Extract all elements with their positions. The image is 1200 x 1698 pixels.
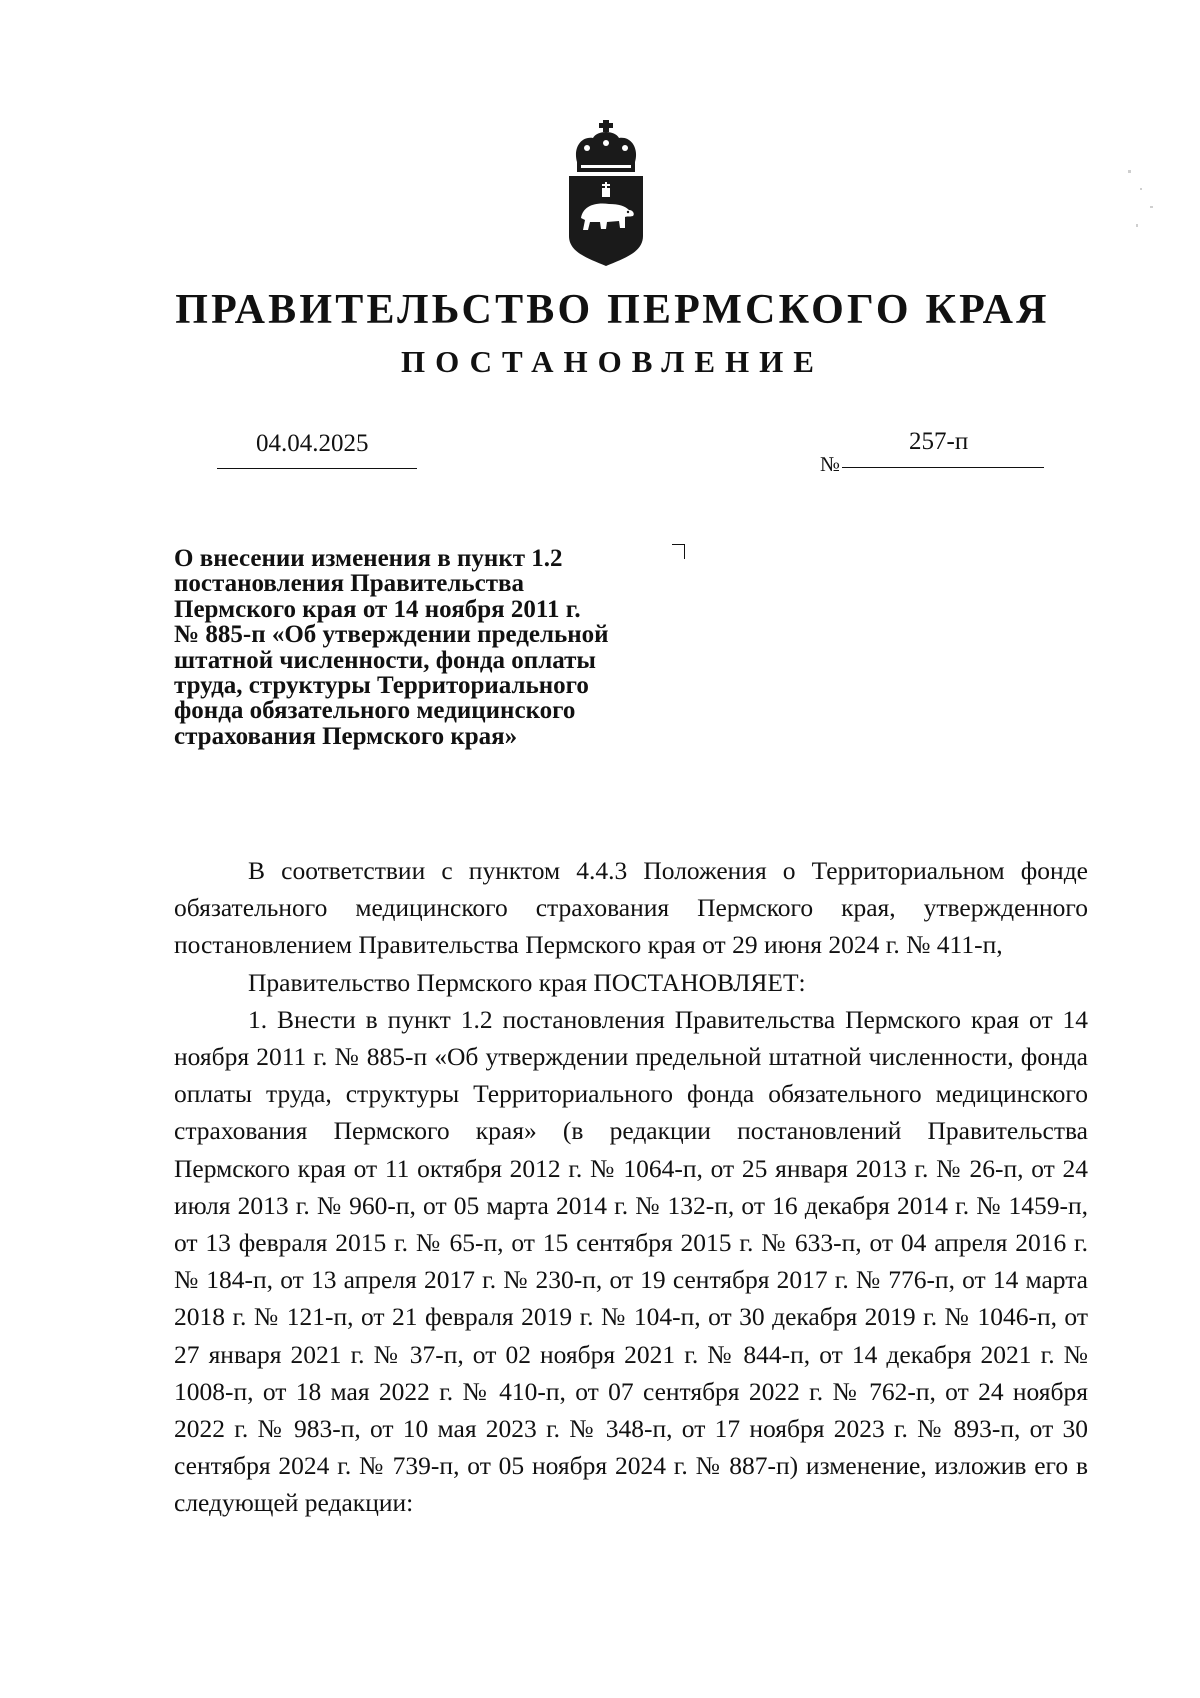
body-paragraph: Правительство Пермского края ПОСТАНОВЛЯЕТ: [248,967,806,997]
subject-corner-mark [672,544,685,559]
number-sign: № [820,452,841,476]
body-paragraph: В соответствии с пунктом 4.4.3 Положения о Территориальном фонде обязательного медицинского страхования Пермского края, утвержденного постановлением Правительства Пермского края от 29 июня 2024 г. № 411-п, [174,856,1088,960]
scan-speck [1128,170,1131,173]
subject-line: фонда обязательного медицинского [174,697,576,725]
subject-line: труда, структуры Территориального [174,672,589,700]
subject-line: страхования Пермского края» [174,722,518,750]
subject-line: штатной численности, фонда оплаты [174,646,596,674]
document-date: 04.04.2025 [256,430,369,457]
document-body [174,852,1088,1522]
organization-title: ПРАВИТЕЛЬСТВО ПЕРМСКОГО КРАЯ [175,287,1050,333]
subject-line: О внесении изменения в пункт 1.2 [174,545,563,572]
subject-line: Пермского края от 14 ноября 2011 г. [174,595,581,623]
document-type-heading: ПОСТАНОВЛЕНИЕ [401,344,824,379]
number-underline [842,467,1044,468]
date-underline [217,468,417,469]
document-subject [174,546,674,749]
subject-line: № 885-п «Об утверждении предельной [174,621,609,649]
scan-speck [1140,188,1142,190]
body-paragraph: 1. Внести в пункт 1.2 постановления Правительства Пермского края от 14 ноября 2011 г. № 885-п «Об утверждении предельной штатной численности, фонда оплаты труда, структуры Территориального фонда обязательного медицинского страхования Пермского края» (в редакции постановлений Правительства Пермского края от 11 октября 2012 г. № 1064-п, от 25 января 2013 г. № 26-п, от 24 июля 2013 г. № 960-п, от 05 марта 2014 г. № 132-п, от 16 декабря 2014 г. № 1459-п, от 13 февраля 2015 г. № 65-п, от 15 сентября 2015 г. № 633-п, от 04 апреля 2016 г. № 184-п, от 13 апреля 2017 г. № 230-п, от 19 сентября 2017 г. № 776-п, от 14 марта 2018 г. № 121-п, от 21 февраля 2019 г. № 104-п, от 30 декабря 2019 г. № 1046-п, от 27 января 2021 г. № 37-п, от 02 ноября 2021 г. № 844-п, от 14 декабря 2021 г. № 1008-п, от 18 мая 2022 г. № 410-п, от 07 сентября 2022 г. № 762-п, от 24 ноября 2022 г. № 983-п, от 10 мая 2023 г. № 348-п, от 17 ноября 2023 г. № 893-п, от 30 сентября 2024 г. № 739-п, от 05 ноября 2024 г. № 887-п) изменение, изложив его в следующей редакции: [174,1004,1088,1518]
subject-line: постановления Правительства [174,570,524,598]
scan-speck [1150,206,1153,208]
scan-speck [1136,224,1138,227]
document-number: 257-п [909,428,969,455]
coat-of-arms-icon [563,118,649,268]
